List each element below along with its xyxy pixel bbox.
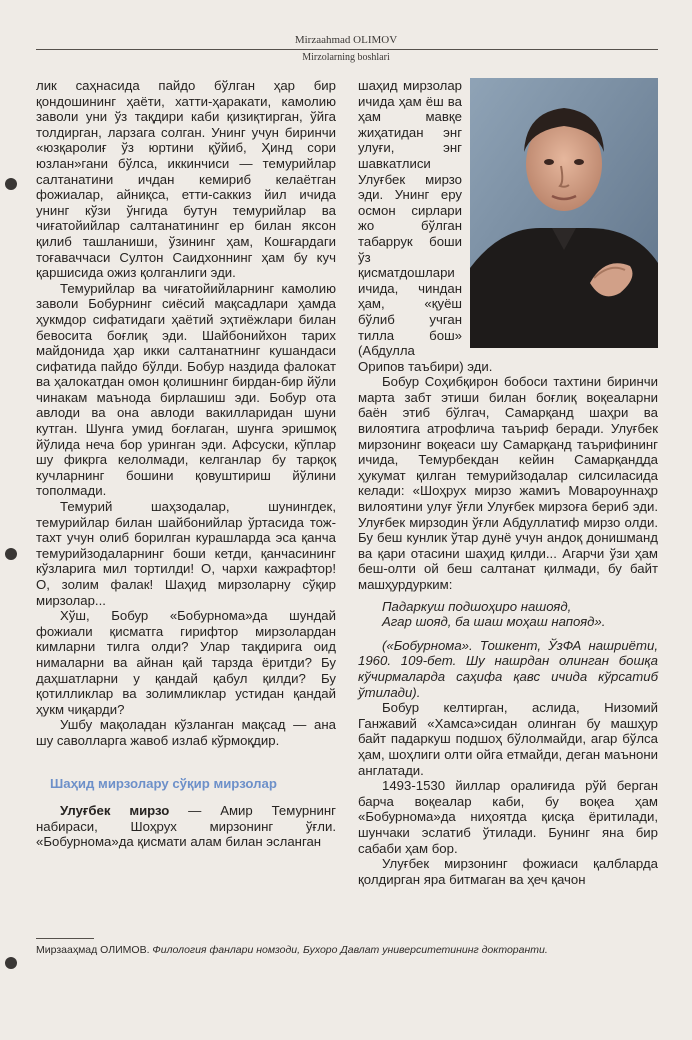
footnote-rule [36,938,94,939]
article-paragraph: Бобур Соҳибқирон бобоси тахтини биринчи марта забт этиши билан боғлиқ воқеаларни баён этиб бўлгач, Самарқанд шаҳри ва вилоятига атрофлича таъриф беради. Улуғбек мирзонинг воқеаси шу Самарқанд таърифининг ичида, Темурбекдан кейин Самарқандда ҳукумат қилган темурийзодалар силсиласида келади: «Шоҳрух мирзо жамиъ Мовароуннаҳр вилоятини улуғ ўғли Улуғбек мирзоға бериб эди. Улуғбек мирзодин ўғли Абдуллатиф мирзо олди. Бу беш кунлик ўтар дунё учун андоқ донишманд ва қари отасини шаҳид қилди... Агарчи ўзи ҳам беш-олти ой беш салтанат қилмади, бу байт машҳурдурким: [358,374,658,592]
citation-note: («Бобурнома». Тошкент, ЎзФА нашриёти, 1960. 109-бет. Шу нашрдан олинган бошқа кўчирмаларда саҳифа қавс ичида кўрсатиб ўтилади). [358,637,658,700]
portrait-image [470,78,658,348]
paragraph-rest: — Амир Темурнинг набираси, Шоҳрух мирзонинг ўғли. «Бобурнома»да қисмати алам билан эсланган [36,803,336,850]
footnote-text: Филология фанлари номзоди, Бухоро Давлат университетининг докторанти. [149,944,548,956]
bold-lead: Улуғбек мирзо [60,803,170,819]
article-paragraph: Хўш, Бобур «Бобурнома»да шундай фожиали қисматга гирифтор мирзолардан кимларни тилга олди? Улар тақдирига оид нималарни ва айнан қай тарзда ёритди? Бу даҳшатларни у қандай қабул қилди? Бу қотилликлар ва золимликлар устидан қандай ҳукм чиқарди? [36,608,336,717]
running-header-author: Mirzaahmad OLIMOV [294,34,398,46]
article-paragraph: лик саҳнасида пайдо бўлган ҳар бир қондошининг ҳаёти, хатти-ҳаракати, камолию заволи уни ўз тақдири каби қизиқтирган, ўйга толдирган, ларзага солган. Унинг учун биринчи «юзқаролиғ ўз юртини қўйиб, Ҳинд сори юзлан»гани бўлса, иккинчиси — темурийлар салтанатини ичдан кемириб келаётган фожиалар, айниқса, етти-саккиз йил ичида унинг кўзи ўнгида бутун темурийлар ва чиғатойийлар салтанатининг ер билан яксон қилиб ташланиши, ўзининг ҳам, Кошғардаги тоғаваччаси Султон Саидхоннинг ҳам бу куч қаршисида ожиз қолганлиги эди. [36,78,336,281]
article-paragraph: шаҳид мирзолар ичида ҳам ёш ва ҳам мавқе жиҳатидан энг улуғи, энг шавкатлиси Улуғбек мирзо эди. Унинг еру осмон сирлари жо бўлган табаррук боши ўз қисматдошлари ичида, чиндан ҳам, «қуёш бўлиб учган тилла бош» (Абдулла Орипов таъбири) эди. [358,78,493,374]
article-paragraph: 1493-1530 йиллар оралиғида рўй берган барча воқеалар каби, бу воқеа ҳам «Бобурнома»да ниҳоятда қисқа ёритилади, шунчаки эслатиб ўтилади. Бунинг яна бир сабаби ҳам бор. [358,778,658,856]
right-column [358,78,658,887]
running-header-subtitle: Mirzolarning boshlari [302,52,390,63]
footnote-author: Мирзааҳмад ОЛИМОВ. [36,944,150,956]
article-paragraph [36,803,336,850]
author-footnote [36,944,656,957]
binder-hole [5,548,17,560]
verse-quote [382,599,658,630]
left-column [36,78,336,850]
verse-line: Агар шояд, ба шаш моҳаш напояд». [382,614,606,630]
binder-hole [5,957,17,969]
article-paragraph: Ушбу мақоладан кўзланган мақсад — ана шу саволларга жавоб излаб кўрмоқдир. [36,717,336,748]
article-paragraph: Темурий шаҳзодалар, шунингдек, темурийлар билан шайбонийлар ўртасида тож-тахт учун олиб борилган курашларда эса қанча темурийзодаларнинг боши кетди, қанчасининг кўзларига мил тортилди! О, чархи кажрафтор! О, золим фалак! Шаҳид мирзоларну сўқир мирзолар... [36,499,336,608]
binder-hole [5,178,17,190]
author-photo [470,78,658,348]
article-paragraph: Бобур келтирган, аслида, Низомий Ганжавий «Хамса»сидан олинган бу машҳур байт падаркуш подшоҳ бўлолмайди, агар бўлса ҳам, шоҳлиги олти ойга етмайди, деган маънони англатади. [358,700,658,778]
article-paragraph: Улуғбек мирзонинг фожиаси қалбларда қолдирган яра битмаган ва ҳеч қачон [358,856,658,887]
article-paragraph: Темурийлар ва чиғатойийларнинг камолию заволи Бобурнинг сиёсий мақсадлари ҳамда ҳукмдор сифатидаги ҳаётий эҳтиёжлари билан бевосита боғлиқ эди. Шайбонийхон тарих майдонида ҳар икки салтанатнинг кушандаси сифатида пайдо бўлди. Бобур наздида фалокат ва ҳалокатдан омон қолишнинг бирдан-бир йўли чинакам маънода бирлашиш эди. Бобур ота авлоди ва она авлоди вакилларидан шуни кутган. Шунга умид боғлаган, шунга эришмоқ йўлида неча бор уринган эди. Афсуски, кўплар шу фикрга келолмади, келганлар бу тарқоқ кучларнинг бошини қовуштириш йўлини тополмади. [36,280,336,499]
verse-line: Падаркуш подшоҳиро нашояд, [382,598,572,614]
section-heading: Шаҳид мирзолару сўқир мирзолар [50,775,277,791]
header-rule [36,49,658,50]
